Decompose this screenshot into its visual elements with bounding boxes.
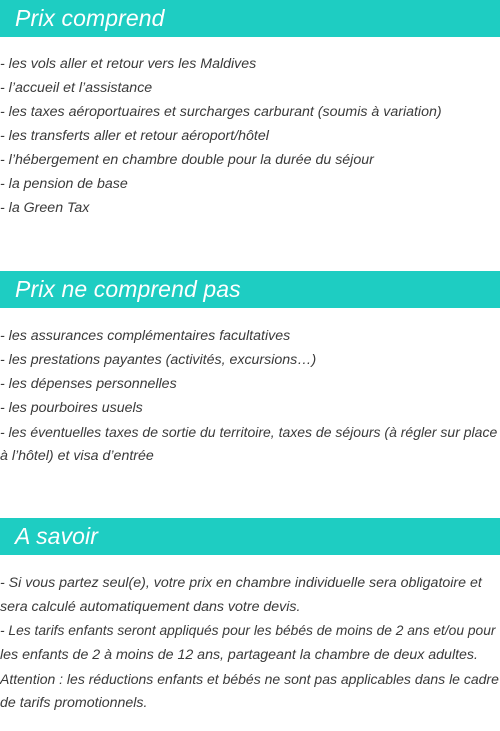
section-body-prix-ne-comprend-pas (0, 324, 500, 468)
list-item: - les transferts aller et retour aéroport/hôtel (0, 128, 269, 144)
list-item: - les prestations payantes (activités, excursions…) (0, 352, 317, 368)
section-body-a-savoir (0, 571, 500, 715)
section-body-prix-comprend (0, 52, 500, 220)
paragraph-line: de tarifs promotionnels. (0, 695, 148, 711)
list-item-continuation: à l’hôtel) et visa d’entrée (0, 448, 154, 464)
list-item: - les vols aller et retour vers les Maldives (0, 56, 257, 72)
list-item: - l’hébergement en chambre double pour la durée du séjour (0, 152, 374, 168)
section-header-prix-comprend (0, 0, 500, 37)
section-title: Prix ne comprend pas (15, 276, 241, 302)
list-item: - l’accueil et l’assistance (0, 80, 153, 96)
section-header-prix-ne-comprend-pas (0, 271, 500, 308)
list-item: - la Green Tax (0, 200, 90, 216)
list-item: - la pension de base (0, 176, 128, 192)
paragraph-line: les enfants de 2 à moins de 12 ans, partageant la chambre de deux adultes. (0, 647, 478, 663)
section-title: Prix comprend (15, 5, 165, 31)
section-title: A savoir (15, 523, 99, 549)
paragraph-line: Attention : les réductions enfants et bébés ne sont pas applicables dans le cadre (0, 671, 499, 687)
list-item: - les dépenses personnelles (0, 376, 177, 392)
paragraph-line: - Les tarifs enfants seront appliqués pour les bébés de moins de 2 ans et/ou pour (0, 623, 496, 638)
paragraph-line: sera calculé automatiquement dans votre devis. (0, 599, 301, 615)
list-item: - les pourboires usuels (0, 400, 143, 416)
section-header-a-savoir (0, 518, 500, 555)
list-item: - les assurances complémentaires facultatives (0, 328, 291, 344)
list-item: - les taxes aéroportuaires et surcharges carburant (soumis à variation) (0, 104, 442, 120)
list-item: - les éventuelles taxes de sortie du territoire, taxes de séjours (à régler sur place (0, 424, 498, 440)
paragraph-line: - Si vous partez seul(e), votre prix en chambre individuelle sera obligatoire et (0, 575, 482, 591)
